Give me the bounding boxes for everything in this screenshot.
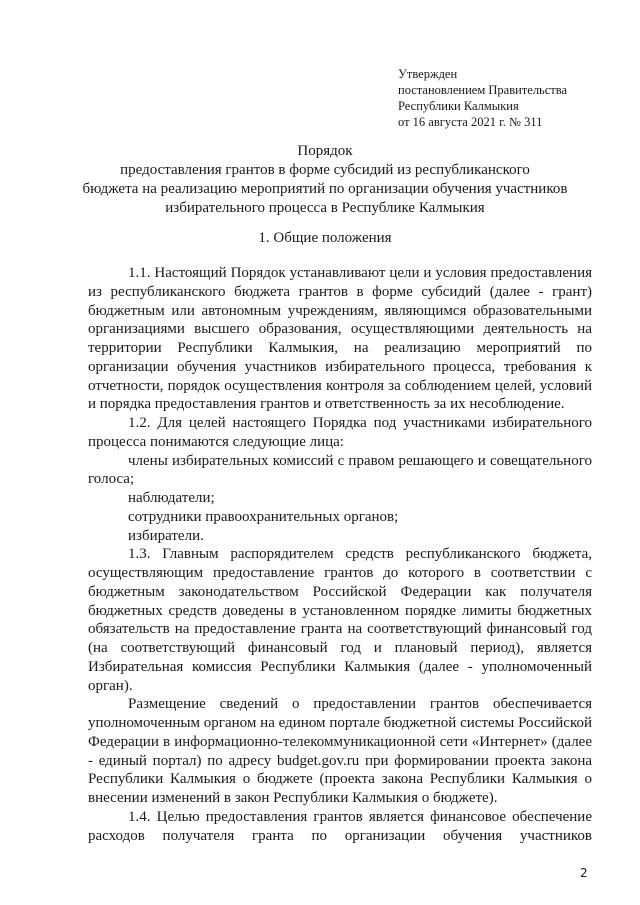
approval-stamp <box>398 66 628 130</box>
paragraph-1-1: 1.1. Настоящий Порядок устанавливают цели и условия предоставления из республиканского бюджета грантов в форме субсидий (далее - грант) бюджетным или автономным учреждениям, являющимся образовательными организациями высшего образования, осуществляющими деятельность на территории Республики Калмыкия, на реализацию мероприятий по организации обучения участников избирательного процесса, требования к отчетности, порядок осуществления контроля за соблюдением целей, условий и порядка предоставления грантов и ответственность за их несоблюдение. <box>88 265 592 413</box>
section-heading: 1. Общие положения <box>258 230 392 246</box>
paragraph-publication: Размещение сведений о предоставлении грантов обеспечивается уполномоченным органом на едином портале бюджетной системы Российской Федерации в информационно-телекоммуникационной сети «Интернет» (далее - единый портал) по адресу budget.gov.ru при формировании проекта закона Республики Калмыкия о бюджете (проекта закона Республики Калмыкия о внесении изменений в закон Республики Калмыкия о бюджете). <box>88 696 592 806</box>
page-number: 2 <box>580 866 588 880</box>
approval-line: от 16 августа 2021 г. № 311 <box>398 115 543 129</box>
title-line: Порядок <box>297 143 353 159</box>
approval-line: Утвержден <box>398 67 458 81</box>
approval-line: постановлением Правительства <box>398 83 568 97</box>
list-item: сотрудники правоохранительных органов; <box>128 508 399 525</box>
list-item: члены избирательных комиссий с правом решающего и совещательного голоса; <box>88 452 592 488</box>
title-line: избирательного процесса в Республике Калмыкия <box>165 200 485 216</box>
document-title <box>60 142 590 218</box>
paragraph-1-2: 1.2. Для целей настоящего Порядка под участниками избирательного процесса понимаются следующие лица: <box>88 415 592 450</box>
list-item: наблюдатели; <box>128 490 215 506</box>
title-line: предоставления грантов в форме субсидий из республиканского <box>120 162 530 178</box>
title-line: бюджета на реализацию мероприятий по организации обучения участников <box>82 181 568 197</box>
paragraph-1-3: 1.3. Главным распорядителем средств республиканского бюджета, осуществляющим предоставление грантов до которого в соответствии с бюджетным законодательством Российской Федерации как получателя бюджетных средств доведены в установленном порядке лимиты бюджетных обязательств на предоставление гранта на соответствующий финансовый год (на соответствующий финансовый год и плановый период), является Избирательная комиссия Республики Калмыкия (далее - уполномоченный орган). <box>88 546 592 694</box>
paragraph-1-4: 1.4. Целью предоставления грантов является финансовое обеспечение расходов получателя гранта по организации обучения участников <box>88 808 592 844</box>
list-item: избиратели. <box>128 527 204 544</box>
approval-line: Республики Калмыкия <box>398 99 519 113</box>
document-body <box>88 264 592 845</box>
